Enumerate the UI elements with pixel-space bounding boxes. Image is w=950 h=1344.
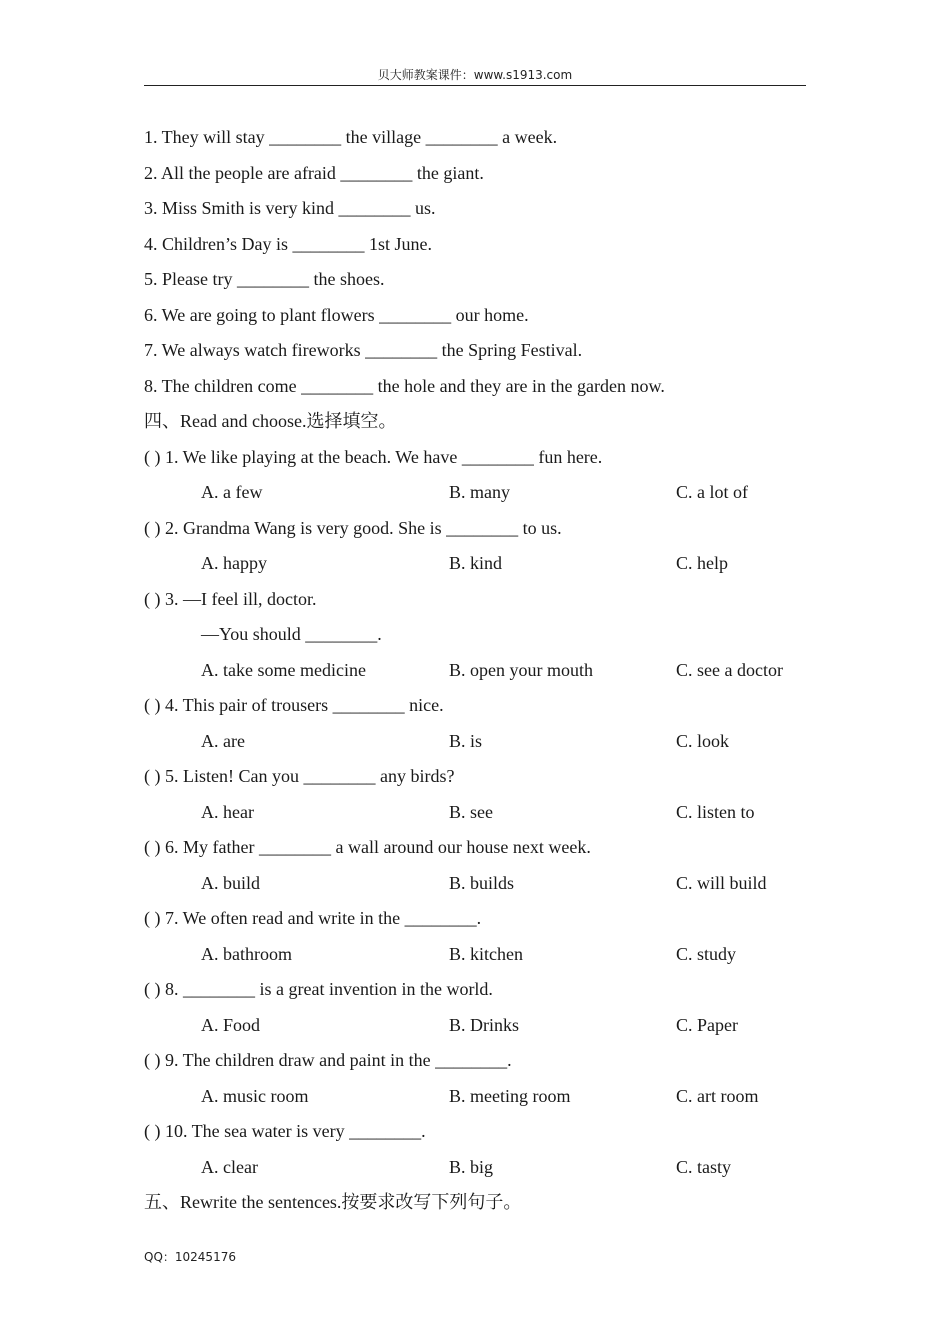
question-stem: ( ) 5. Listen! Can you ________ any birds?: [144, 766, 455, 786]
options-row: [144, 653, 806, 689]
option-b: B. big: [449, 1156, 494, 1177]
option-a: A. bathroom: [201, 943, 292, 964]
option-b: B. see: [449, 801, 493, 822]
question-stem: ( ) 3. —I feel ill, doctor.: [144, 588, 317, 609]
section-title: 五、Rewrite the sentences.按要求改写下列句子。: [144, 1192, 522, 1212]
question-followup: —You should ________.: [201, 624, 382, 644]
fill-blank-item: 2. All the people are afraid ________ the giant.: [144, 162, 484, 183]
option-c: C. look: [676, 730, 730, 751]
option-a: A. happy: [201, 553, 267, 573]
option-c: C. art room: [676, 1085, 759, 1106]
options-row: [144, 795, 806, 831]
question-stem: ( ) 8. ________ is a great invention in the world.: [144, 979, 493, 999]
options-row: [144, 724, 806, 760]
section-title: 四、Read and choose.选择填空。: [144, 411, 397, 431]
option-c: C. Paper: [676, 1014, 738, 1035]
option-a: A. hear: [201, 801, 254, 822]
question-stem: ( ) 4. This pair of trousers ________ nice.: [144, 695, 444, 715]
options-row: [144, 546, 806, 582]
option-a: A. Food: [201, 1014, 261, 1035]
option-a: A. a few: [201, 482, 263, 502]
options-row: [144, 1008, 806, 1044]
fill-blank-item: 3. Miss Smith is very kind ________ us.: [144, 198, 436, 218]
fill-blank-item: 8. The children come ________ the hole and they are in the garden now.: [144, 375, 665, 396]
fill-blank-item: 7. We always watch fireworks ________ the Spring Festival.: [144, 340, 583, 360]
option-b: B. kind: [449, 553, 503, 573]
option-a: A. take some medicine: [201, 659, 366, 680]
option-b: B. meeting room: [449, 1085, 571, 1106]
header-divider: [144, 85, 806, 86]
option-c: C. see a doctor: [676, 659, 783, 680]
option-b: B. builds: [449, 872, 515, 893]
option-c: C. help: [676, 553, 728, 573]
question-stem: ( ) 1. We like playing at the beach. We have ________ fun here.: [144, 446, 603, 467]
question-stem: ( ) 6. My father ________ a wall around our house next week.: [144, 837, 591, 857]
option-a: A. clear: [201, 1156, 258, 1177]
options-row: [144, 1079, 806, 1115]
option-c: C. listen to: [676, 801, 755, 822]
option-c: C. a lot of: [676, 482, 748, 502]
page-footer: QQ：10245176: [144, 1250, 236, 1264]
question-stem: ( ) 9. The children draw and paint in the ________.: [144, 1050, 512, 1070]
options-row: [144, 1150, 806, 1186]
option-b: B. is: [449, 730, 483, 751]
question-stem: ( ) 2. Grandma Wang is very good. She is ________ to us.: [144, 517, 562, 538]
fill-blank-item: 1. They will stay ________ the village ________ a week.: [144, 127, 558, 147]
options-row: [144, 866, 806, 902]
option-a: A. build: [201, 872, 261, 893]
option-b: B. open your mouth: [449, 659, 593, 680]
option-a: A. are: [201, 730, 245, 751]
option-c: C. will build: [676, 872, 767, 893]
option-b: B. Drinks: [449, 1014, 520, 1035]
option-c: C. tasty: [676, 1156, 732, 1177]
fill-blank-item: 6. We are going to plant flowers ________ our home.: [144, 304, 529, 325]
fill-blank-item: 5. Please try ________ the shoes.: [144, 269, 385, 289]
fill-blank-item: 4. Children’s Day is ________ 1st June.: [144, 233, 432, 254]
options-row: [144, 475, 806, 511]
options-row: [144, 937, 806, 973]
worksheet-content: [144, 120, 806, 1221]
option-b: B. kitchen: [449, 943, 523, 964]
question-stem: ( ) 7. We often read and write in the ________.: [144, 908, 482, 928]
option-a: A. music room: [201, 1085, 309, 1106]
question-stem: ( ) 10. The sea water is very ________.: [144, 1121, 426, 1141]
page-header: 贝大师教案课件：www.s1913.com: [377, 68, 573, 82]
option-b: B. many: [449, 482, 510, 502]
option-c: C. study: [676, 943, 737, 964]
